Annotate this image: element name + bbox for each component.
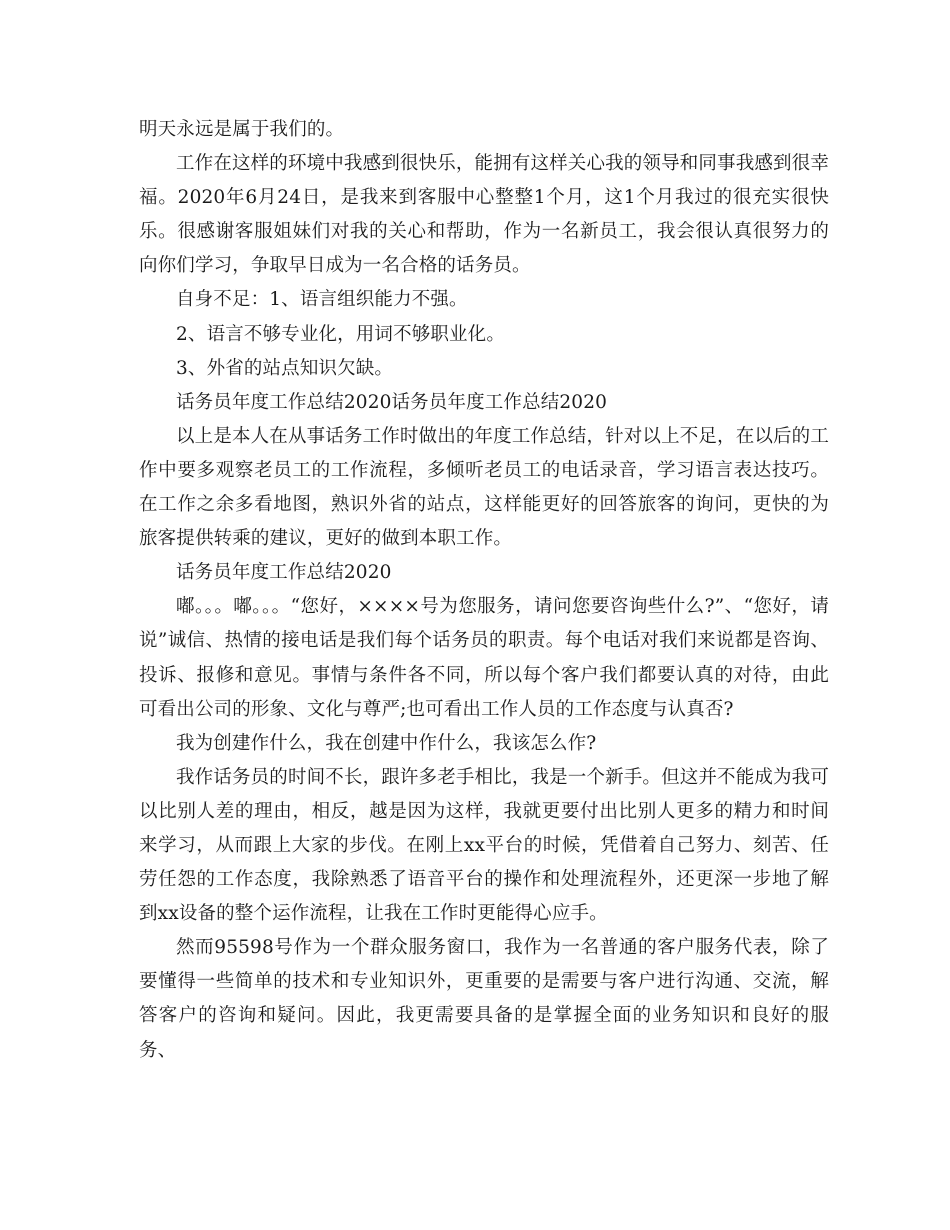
paragraph-11: 我作话务员的时间不长，跟许多老手相比，我是一个新手。但这并不能成为我可以比别人差的理由，相反，越是因为这样，我就更要付出比别人更多的精力和时间来学习，从而跟上大家的步伐。在刚上xx平台的时候，凭借着自己努力、刻苦、任劳任怨的工作态度，我除熟悉了语音平台的操作和处理流程外，还更深一步地了解到xx设备的整个运作流程，让我在工作时更能得心应手。 bbox=[139, 766, 829, 925]
paragraph-6-heading: 话务员年度工作总结2020话务员年度工作总结2020 bbox=[176, 391, 608, 413]
paragraph-8-heading: 话务员年度工作总结2020 bbox=[176, 562, 392, 584]
paragraph-9: 嘟。。。嘟。。。“您好，××××号为您服务，请问您要咨询些什么?”、“您好，请说”诚信、热情的接电话是我们每个话务员的职责。每个电话对我们来说都是咨询、投诉、报修和意见。事情与条件各不同，所以每个客户我们都要认真的对待，由此可看出公司的形象、文化与尊严;也可看出工作人员的工作态度与认真否? bbox=[139, 596, 829, 720]
paragraph-12: 然而95598号作为一个群众服务窗口，我作为一名普通的客户服务代表，除了要懂得一些简单的技术和专业知识外，更重要的是需要与客户进行沟通、交流，解答客户的咨询和疑问。因此，我更需要具备的是掌握全面的业务知识和良好的服务、 bbox=[139, 937, 829, 1061]
paragraph-3: 自身不足：1、语言组织能力不强。 bbox=[176, 289, 468, 311]
paragraph-10: 我为创建作什么，我在创建中作什么，我该怎么作? bbox=[176, 732, 597, 754]
document-body bbox=[139, 113, 829, 1068]
paragraph-5: 3、外省的站点知识欠缺。 bbox=[176, 357, 394, 379]
paragraph-1: 明天永远是属于我们的。 bbox=[139, 119, 345, 140]
paragraph-4: 2、语言不够专业化，用词不够职业化。 bbox=[176, 323, 505, 345]
paragraph-2: 工作在这样的环境中我感到很快乐，能拥有这样关心我的领导和同事我感到很幸福。2020年6月24日，是我来到客服中心整整1个月，这1个月我过的很充实很快乐。很感谢客服姐妹们对我的关心和帮助，作为一名新员工，我会很认真很努力的向你们学习，争取早日成为一名合格的话务员。 bbox=[139, 153, 829, 277]
paragraph-7: 以上是本人在从事话务工作时做出的年度工作总结，针对以上不足，在以后的工作中要多观察老员工的工作流程，多倾听老员工的电话录音，学习语言表达技巧。在工作之余多看地图，熟识外省的站点，这样能更好的回答旅客的询问，更快的为旅客提供转乘的建议，更好的做到本职工作。 bbox=[139, 425, 829, 550]
